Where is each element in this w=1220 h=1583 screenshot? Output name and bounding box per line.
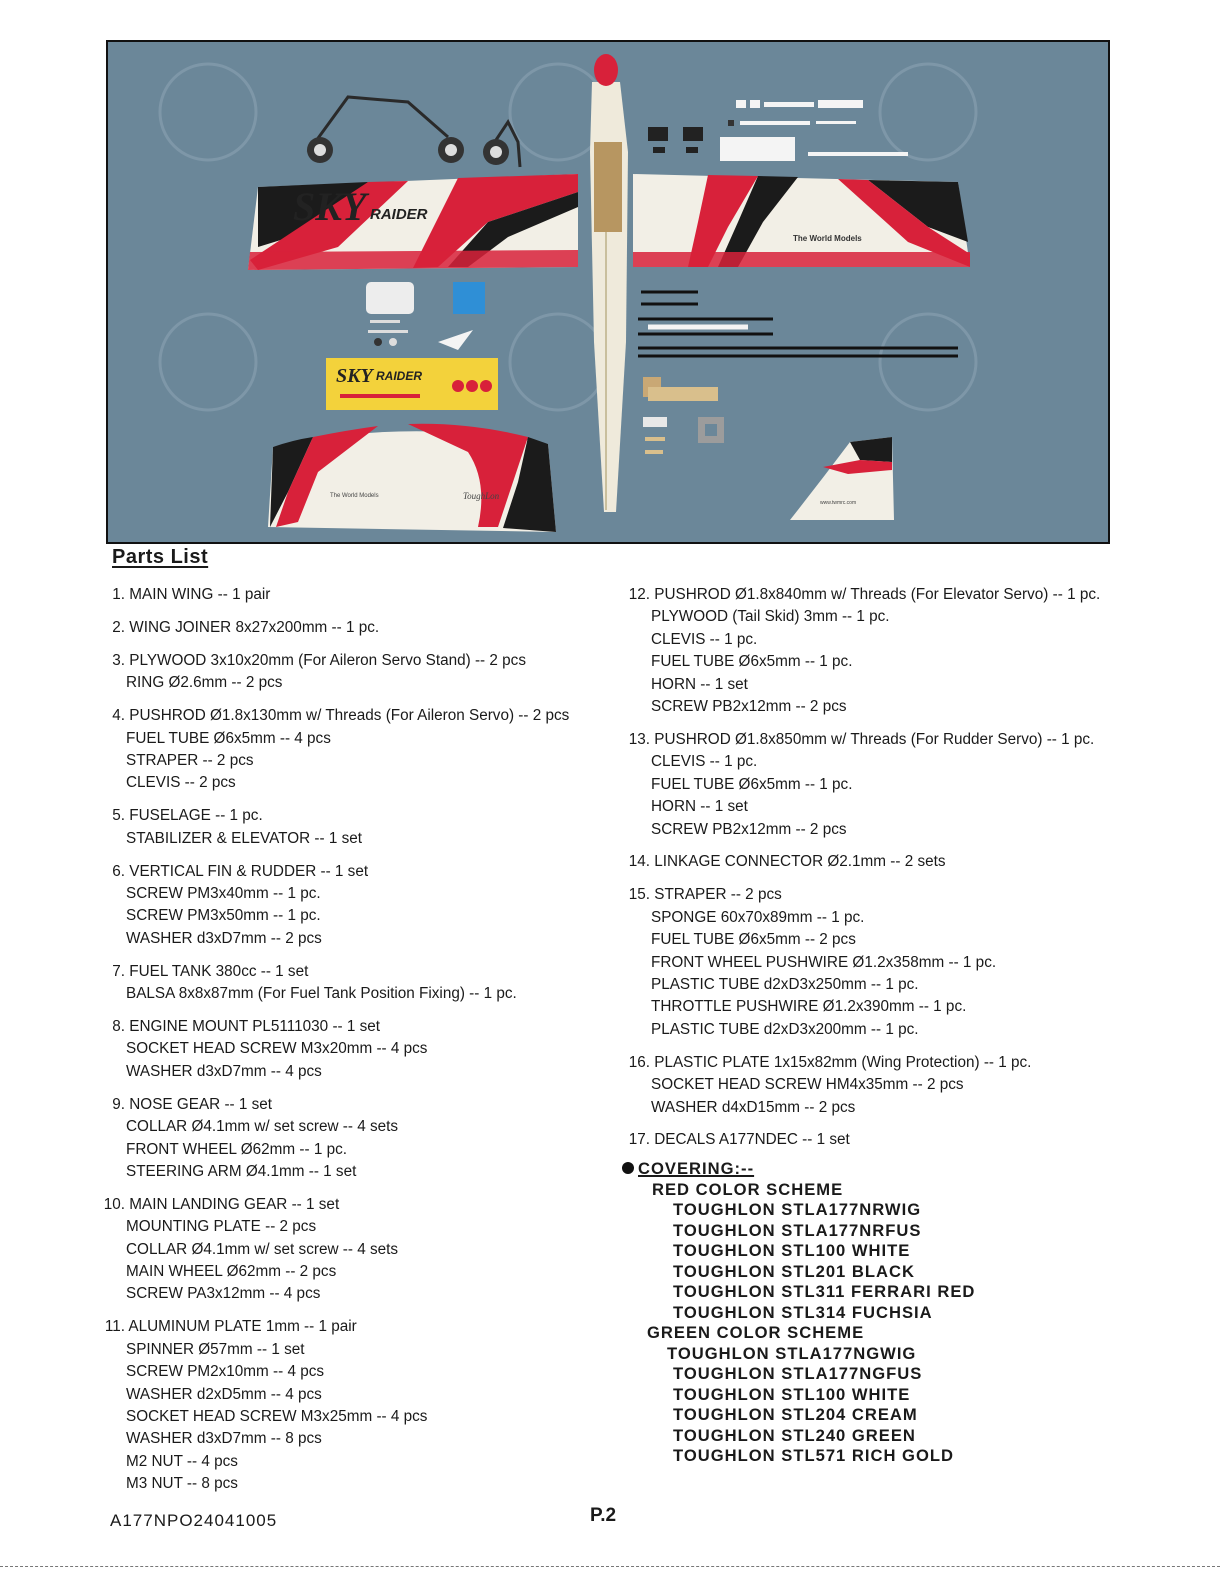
part-subitem: PLYWOOD (Tail Skid) 3mm -- 1 pc.	[651, 608, 890, 626]
part-item-2	[96, 617, 616, 639]
covering-item: TOUGHLON STL100 WHITE	[673, 1384, 911, 1404]
part-subitem: SPINNER Ø57mm -- 1 set	[126, 1340, 305, 1358]
part-item-17	[622, 1129, 1122, 1151]
part-name: FUSELAGE -- 1 pc.	[129, 807, 263, 825]
part-number: 13.	[628, 730, 650, 748]
part-number: 9.	[112, 1095, 125, 1113]
covering-item: TOUGHLON STL571 RICH GOLD	[673, 1446, 954, 1466]
part-subitem: WASHER d4xD15mm -- 2 pcs	[651, 1098, 856, 1116]
covering-item: TOUGHLON STLA177NRWIG	[673, 1200, 922, 1220]
part-subitem: FUEL TUBE Ø6x5mm -- 1 pc.	[651, 653, 853, 671]
part-subitem: FRONT WHEEL Ø62mm -- 1 pc.	[126, 1140, 347, 1158]
part-subitem: WASHER d3xD7mm -- 8 pcs	[126, 1430, 322, 1448]
part-subitem: FUEL TUBE Ø6x5mm -- 1 pc.	[651, 775, 853, 793]
part-subitem: SCREW PB2x12mm -- 2 pcs	[651, 820, 847, 838]
horizontal-stabilizer	[268, 424, 556, 532]
part-subitem: MOUNTING PLATE -- 2 pcs	[126, 1218, 317, 1236]
covering-item: TOUGHLON STLA177NRFUS	[673, 1220, 922, 1240]
kit-contents-photo	[106, 40, 1110, 544]
part-number: 7.	[112, 962, 125, 980]
part-subitem: FUEL TUBE Ø6x5mm -- 4 pcs	[126, 729, 331, 747]
part-name: PUSHROD Ø1.8x850mm w/ Threads (For Rudder Servo) -- 1 pc.	[654, 730, 1095, 748]
covering-item: TOUGHLON STLA177NGWIG	[667, 1343, 917, 1363]
part-subitem: RING Ø2.6mm -- 2 pcs	[126, 674, 283, 692]
part-subitem: M2 NUT -- 4 pcs	[126, 1452, 238, 1470]
part-name: LINKAGE CONNECTOR Ø2.1mm -- 2 sets	[654, 853, 946, 871]
decal-sheet	[326, 358, 498, 410]
part-number: 4.	[112, 707, 125, 725]
part-name: ALUMINUM PLATE 1mm -- 1 pair	[128, 1318, 357, 1336]
part-subitem: PLASTIC TUBE d2xD3x200mm -- 1 pc.	[651, 1020, 919, 1038]
part-item-16	[622, 1052, 1122, 1119]
part-item-6	[96, 861, 616, 951]
part-number: 3.	[112, 651, 125, 669]
fin-url: www.twmrc.com	[820, 500, 857, 506]
bullet-icon	[622, 1162, 634, 1174]
part-subitem: SCREW PM2x10mm -- 4 pcs	[126, 1363, 325, 1381]
parts-list-left-column	[96, 584, 616, 1506]
parts-list-title: Parts List	[112, 546, 209, 568]
part-item-15	[622, 884, 1122, 1041]
part-name: PLYWOOD 3x10x20mm (For Aileron Servo Stand) -- 2 pcs	[129, 651, 526, 669]
part-number: 10.	[103, 1195, 125, 1213]
part-number: 12.	[628, 586, 650, 603]
part-subitem: BALSA 8x8x87mm (For Fuel Tank Position Fixing) -- 1 pc.	[126, 985, 517, 1003]
part-number: 2.	[112, 618, 125, 636]
part-subitem: FRONT WHEEL PUSHWIRE Ø1.2x358mm -- 1 pc.	[651, 953, 997, 971]
part-subitem: COLLAR Ø4.1mm w/ set screw -- 4 sets	[126, 1118, 399, 1136]
covering-scheme-name: RED COLOR SCHEME	[652, 1179, 844, 1199]
part-name: PLASTIC PLATE 1x15x82mm (Wing Protection) -- 1 pc.	[654, 1053, 1032, 1071]
part-subitem: HORN -- 1 set	[651, 798, 748, 816]
part-subitem: SCREW PM3x40mm -- 1 pc.	[126, 884, 321, 902]
right-wing	[633, 174, 970, 267]
part-subitem: SOCKET HEAD SCREW HM4x35mm -- 2 pcs	[651, 1076, 964, 1094]
part-subitem: SPONGE 60x70x89mm -- 1 pc.	[651, 908, 865, 926]
covering-scheme-name: GREEN COLOR SCHEME	[647, 1323, 865, 1343]
covering-item: TOUGHLON STL100 WHITE	[673, 1241, 911, 1261]
parts-list-right-column	[622, 584, 1122, 1467]
decal-sheet-raider: RAIDER	[376, 369, 423, 383]
kit-contents-illustration	[108, 42, 1108, 542]
part-name: PUSHROD Ø1.8x840mm w/ Threads (For Elevator Servo) -- 1 pc.	[654, 586, 1101, 603]
part-name: STRAPER -- 2 pcs	[654, 886, 782, 904]
page-number: P.2	[590, 1505, 617, 1526]
part-subitem: SOCKET HEAD SCREW M3x25mm -- 4 pcs	[126, 1408, 428, 1425]
part-item-14	[622, 851, 1122, 873]
covering-item: TOUGHLON STL201 BLACK	[673, 1261, 915, 1281]
decal-sheet-sky: SKY	[336, 365, 373, 387]
part-item-3	[96, 650, 616, 695]
part-number: 5.	[112, 807, 125, 825]
part-item-12	[622, 584, 1122, 718]
covering-section	[622, 1159, 1122, 1467]
part-subitem: SCREW PA3x12mm -- 4 pcs	[126, 1285, 321, 1303]
part-name: WING JOINER 8x27x200mm -- 1 pc.	[129, 618, 380, 636]
part-subitem: CLEVIS -- 2 pcs	[126, 774, 236, 792]
stabilizer-brand: The World Models	[330, 493, 379, 499]
part-subitem: MAIN WHEEL Ø62mm -- 2 pcs	[126, 1263, 337, 1281]
right-wing-brand: The World Models	[793, 234, 862, 243]
part-name: MAIN LANDING GEAR -- 1 set	[129, 1195, 340, 1213]
part-item-4	[96, 705, 616, 795]
covering-item: TOUGHLON STLA177NGFUS	[673, 1364, 923, 1384]
part-subitem: CLEVIS -- 1 pc.	[651, 753, 758, 771]
wing-decal-sky: SKY	[293, 184, 367, 229]
part-subitem: THROTTLE PUSHWIRE Ø1.2x390mm -- 1 pc.	[651, 998, 967, 1016]
part-number: 16.	[628, 1053, 650, 1071]
part-item-11	[96, 1316, 616, 1495]
part-number: 14.	[628, 853, 650, 871]
part-item-10	[96, 1194, 616, 1306]
part-item-7	[96, 961, 616, 1006]
part-subitem: SOCKET HEAD SCREW M3x20mm -- 4 pcs	[126, 1040, 428, 1058]
part-subitem: WASHER d2xD5mm -- 4 pcs	[126, 1385, 322, 1403]
left-wing	[248, 174, 578, 270]
document-code: A177NPO24041005	[110, 1511, 278, 1530]
part-subitem: PLASTIC TUBE d2xD3x250mm -- 1 pc.	[651, 976, 919, 993]
part-subitem: FUEL TUBE Ø6x5mm -- 2 pcs	[651, 931, 856, 949]
covering-title: COVERING:--	[638, 1159, 755, 1179]
part-subitem: WASHER d3xD7mm -- 2 pcs	[126, 929, 322, 947]
part-name: DECALS A177NDEC -- 1 set	[654, 1131, 850, 1149]
covering-item: TOUGHLON STL314 FUCHSIA	[673, 1302, 933, 1322]
part-name: NOSE GEAR -- 1 set	[129, 1095, 273, 1113]
part-subitem: STEERING ARM Ø4.1mm -- 1 set	[126, 1162, 357, 1180]
part-number: 6.	[112, 862, 125, 880]
part-name: PUSHROD Ø1.8x130mm w/ Threads (For Aileron Servo) -- 2 pcs	[129, 707, 570, 725]
page-bottom-divider	[0, 1566, 1220, 1568]
part-item-13	[622, 729, 1122, 841]
part-subitem: SCREW PM3x50mm -- 1 pc.	[126, 907, 321, 925]
part-number: 11.	[104, 1318, 125, 1336]
stabilizer-toughlon: ToughLon	[463, 491, 500, 501]
part-subitem: SCREW PB2x12mm -- 2 pcs	[651, 698, 847, 716]
part-name: FUEL TANK 380cc -- 1 set	[129, 962, 309, 980]
covering-item: TOUGHLON STL311 FERRARI RED	[673, 1282, 976, 1302]
part-number: 1.	[112, 586, 125, 603]
part-name: VERTICAL FIN & RUDDER -- 1 set	[129, 862, 369, 880]
part-subitem: COLLAR Ø4.1mm w/ set screw -- 4 sets	[126, 1240, 399, 1258]
part-number: 15.	[628, 886, 650, 904]
covering-item: TOUGHLON STL240 GREEN	[673, 1425, 916, 1445]
part-subitem: CLEVIS -- 1 pc.	[651, 630, 758, 648]
part-subitem: STRAPER -- 2 pcs	[126, 751, 254, 769]
part-item-9	[96, 1094, 616, 1184]
part-number: 8.	[112, 1018, 125, 1035]
part-item-5	[96, 805, 616, 850]
part-subitem: M3 NUT -- 8 pcs	[126, 1475, 238, 1493]
part-name: MAIN WING -- 1 pair	[129, 586, 271, 603]
part-item-8	[96, 1016, 616, 1083]
wing-decal-raider: RAIDER	[370, 206, 428, 223]
part-subitem: STABILIZER & ELEVATOR -- 1 set	[126, 829, 363, 847]
part-item-1	[96, 584, 616, 606]
part-name: ENGINE MOUNT PL5111030 -- 1 set	[129, 1018, 381, 1035]
part-number: 17.	[628, 1131, 650, 1149]
part-subitem: WASHER d3xD7mm -- 4 pcs	[126, 1062, 322, 1080]
part-subitem: HORN -- 1 set	[651, 675, 748, 693]
covering-item: TOUGHLON STL204 CREAM	[673, 1405, 918, 1425]
